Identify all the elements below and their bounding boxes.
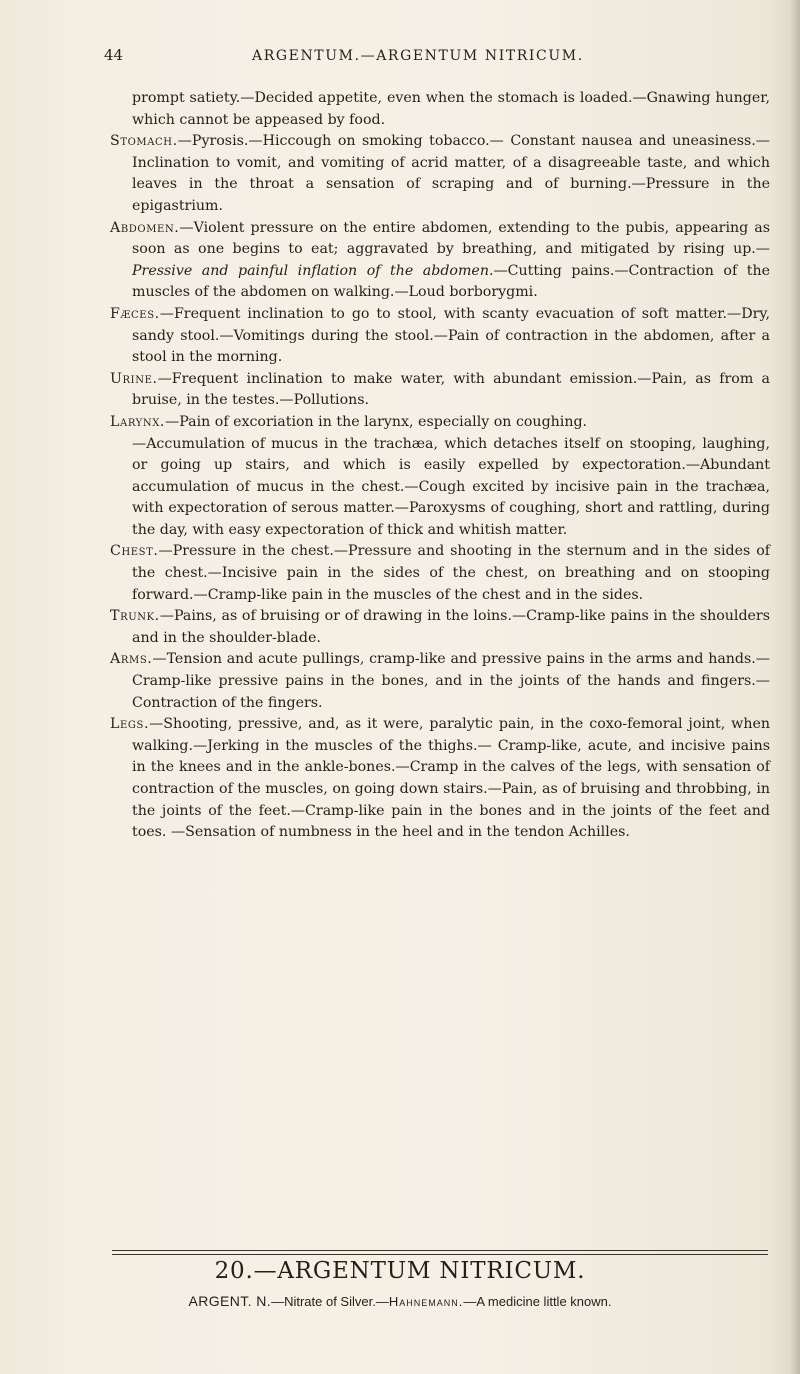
section-divider [112,1250,768,1255]
paragraph-arms [110,649,770,714]
paragraph-faeces [110,304,770,369]
divider-line [112,1250,768,1251]
section-label: Chest. [110,543,159,560]
page-edge-shadow [790,0,800,1374]
paragraph-text: —Violent pressure on the entire abdomen, extending to the pubis, appearing as soon as one begins to eat; aggravated by breathing, and mitigated by rising up.— [132,219,770,258]
paragraph-larynx-continued [110,434,770,542]
paragraph-text: —Shooting, pressive, and, as it were, paralytic pain, in the coxo-femoral joint, when walking.—Jerking in the muscles of the thighs.— Cramp-like, acute, and incisive pains in the knees and in the ankle-bones.—Cramp in the calves of the legs, with sensation of contraction of the muscles, on going down stairs.—Pain, as of bruising and throbbing, in the joints of the feet.—Cramp-like pain in the bones and in the joints of the feet and toes. —Sensation of numbness in the heel and in the tendon Achilles. [132,716,770,841]
paragraph-text: —Cutting pains.—Contraction of the muscles of the abdomen on walking.—Loud borborygmi. [132,262,770,301]
author-name: Hahnemann. [388,1294,464,1309]
paragraph-text: —Tension and acute pullings, cramp-like and pressive pains in the arms and hands.—Cramp-like pressive pains in the bones, and in the joints of the hands and fingers.—Contraction of the fingers. [132,651,770,711]
page-number: 44 [104,46,124,64]
remedy-description: —Nitrate of Silver.— [271,1294,389,1309]
section-label: Legs. [110,716,150,733]
section-label: Arms. [110,651,153,668]
paragraph-larynx [110,412,770,434]
paragraph-legs [110,714,770,844]
paragraph-text: —Pains, as of bruising or of drawing in the loins.—Cramp-like pains in the shoulders and in the shoulder-blade. [132,608,770,646]
section-label: Fæces. [110,305,160,322]
paragraph-text: —Pain of excoriation in the larynx, especially on coughing. [165,413,588,430]
paragraph-text: —Frequent inclination to make water, with abundant emission.—Pain, as from a bruise, in the testes.—Pollutions. [132,370,770,409]
paragraph-text: prompt satiety.—Decided appetite, even when the stomach is loaded.—Gnawing hunger, which cannot be appeased by food. [132,90,770,128]
section-label: Stomach. [110,133,178,150]
section-label: Larynx. [110,413,166,430]
paragraph-trunk [110,606,770,649]
section-heading: 20.—ARGENTUM NITRICUM. [214,1258,586,1284]
paragraph-text: —Accumulation of mucus in the trachæa, which detaches itself on stooping, laughing, or going up stairs, and which is easily expelled by expectoration.—Abundant accumulation of mucus in the chest.—Cough excited by incisive pain in the trachæa, with expectoration of serous matter.—Paroxysms of coughing, short and rattling, during the day, with easy expectoration of thick and whitish matter. [132,435,770,538]
section-label: Urine. [110,370,158,387]
paragraph-text: —Pressure in the chest.—Pressure and shooting in the sternum and in the sides of the chest.—Incisive pain in the sides of the chest, on breathing and on stooping forward.—Cramp-like pain in the muscles of the chest and in the sides. [132,543,770,603]
section-label: Trunk. [110,608,160,625]
running-head: ARGENTUM.—ARGENTUM NITRICUM. [252,48,584,64]
remedy-abbreviation: ARGENT. N. [188,1293,272,1309]
section-label: Abdomen. [110,219,180,236]
paragraph-stomach [110,131,770,217]
paragraph-urine [110,369,770,412]
remedy-note: —A medicine little known. [463,1294,612,1309]
paragraph-abdomen [110,218,770,304]
section-subheading [0,1293,800,1309]
page-header [104,46,740,72]
emphasized-text: Pressive and painful inflation of the abdomen. [132,262,494,279]
paragraph-chest [110,541,770,606]
text-body [110,88,770,844]
paragraph-text: —Pyrosis.—Hiccough on smoking tobacco.— Constant nausea and uneasiness.—Inclination to vomit, and vomiting of acrid matter, of a disagreeable taste, and which leaves in the throat a sensation of scraping and of burning.—Pressure in the epigastrium. [132,133,770,214]
paragraph-text: —Frequent inclination to go to stool, with scanty evacuation of soft matter.—Dry, sandy stool.—Vomitings during the stool.—Pain of contraction in the abdomen, after a stool in the morning. [132,305,770,366]
paragraph-continuation [110,88,770,131]
divider-line [112,1254,768,1255]
